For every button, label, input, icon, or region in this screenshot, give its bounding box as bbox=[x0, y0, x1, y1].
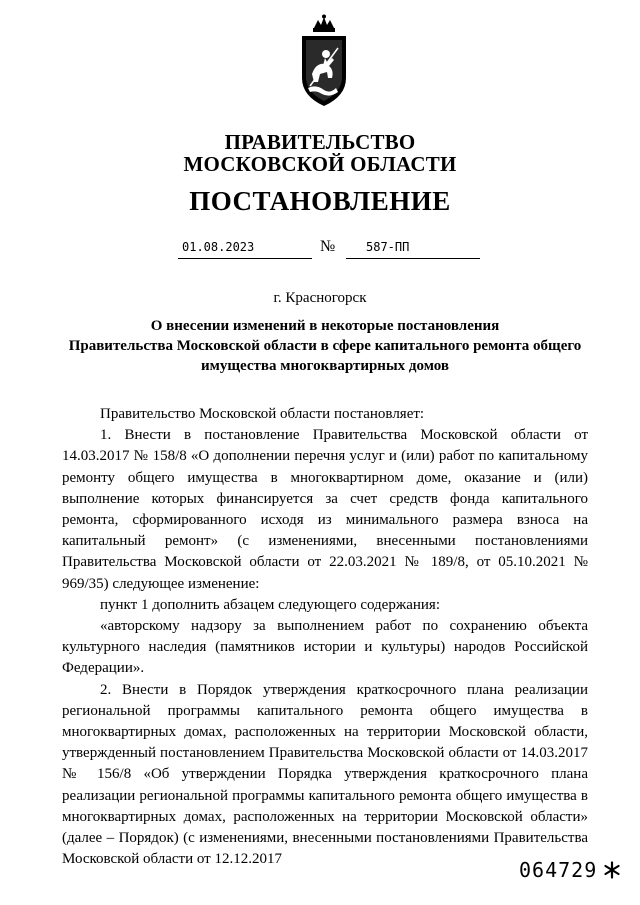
number-underline bbox=[346, 258, 480, 259]
decree-body bbox=[62, 404, 588, 870]
date-underline bbox=[178, 258, 312, 259]
paragraph-item-1: 1. Внести в постановление Правительства Московской области от 14.03.2017 № 158/8 «О дополнении перечня услуг и (или) работ по капитальному ремонту общего имущества в многоквартирном доме, оказание и (или) выполнение которых финансируется за счет средств фонда капитального ремонта, сформированного исходя из минимального размера взноса на капитальный ремонт» (с изменениями, внесенными постановлениями Правительства Московской области от 22.03.2021 № 189/8, от 05.10.2021 № 969/35) следующее изменение: bbox=[62, 427, 588, 592]
subject-line3: имущества многоквартирных домов bbox=[201, 358, 449, 374]
place-of-issue: г. Красногорск bbox=[273, 290, 367, 306]
paragraph-amendment-intro: пункт 1 дополнить абзацем следующего содержания: bbox=[100, 596, 440, 613]
government-title-line2: МОСКОВСКОЙ ОБЛАСТИ bbox=[183, 152, 457, 176]
government-title-line1: ПРАВИТЕЛЬСТВО bbox=[224, 130, 416, 154]
decree-subject bbox=[60, 316, 590, 376]
subject-line1: О внесении изменений в некоторые постановления bbox=[150, 318, 500, 334]
paragraph-item-2: 2. Внести в Порядок утверждения краткосрочного плана реализации региональной программы капитального ремонта общего имущества в многоквартирных домах, расположенных на территории Московской области, утвержденный постановлением Правительства Московской области от 14.03.2017 № 156/8 «Об утверждении Порядка утверждения краткосрочного плана реализации региональной программы капитального ремонта общего имущества в многоквартирных домах, расположенных на территории Московской области» (далее – Порядок) (с изменениями, внесенными постановлениями Правительства Московской области от 12.12.2017 bbox=[62, 681, 588, 868]
paragraph-amendment-text: «авторскому надзору за выполнением работ по сохранению объекта культурного наследия (памятников истории и культуры) народов Российской Федерации». bbox=[62, 618, 588, 677]
serial-stamp bbox=[519, 858, 621, 882]
number-sign: № bbox=[320, 238, 336, 255]
subject-line2: Правительства Московской области в сфере капитального ремонта общего bbox=[68, 338, 582, 354]
registration-line bbox=[170, 238, 490, 260]
paragraph-preamble: Правительство Московской области постановляет: bbox=[100, 406, 425, 422]
serial-number: 064729 bbox=[519, 858, 598, 882]
asterisk-icon bbox=[603, 861, 621, 879]
coat-of-arms-icon bbox=[292, 14, 356, 110]
decree-number: 587-ПП bbox=[366, 240, 410, 254]
decree-date: 01.08.2023 bbox=[182, 240, 255, 254]
document-type-title: ПОСТАНОВЛЕНИЕ bbox=[189, 186, 451, 216]
